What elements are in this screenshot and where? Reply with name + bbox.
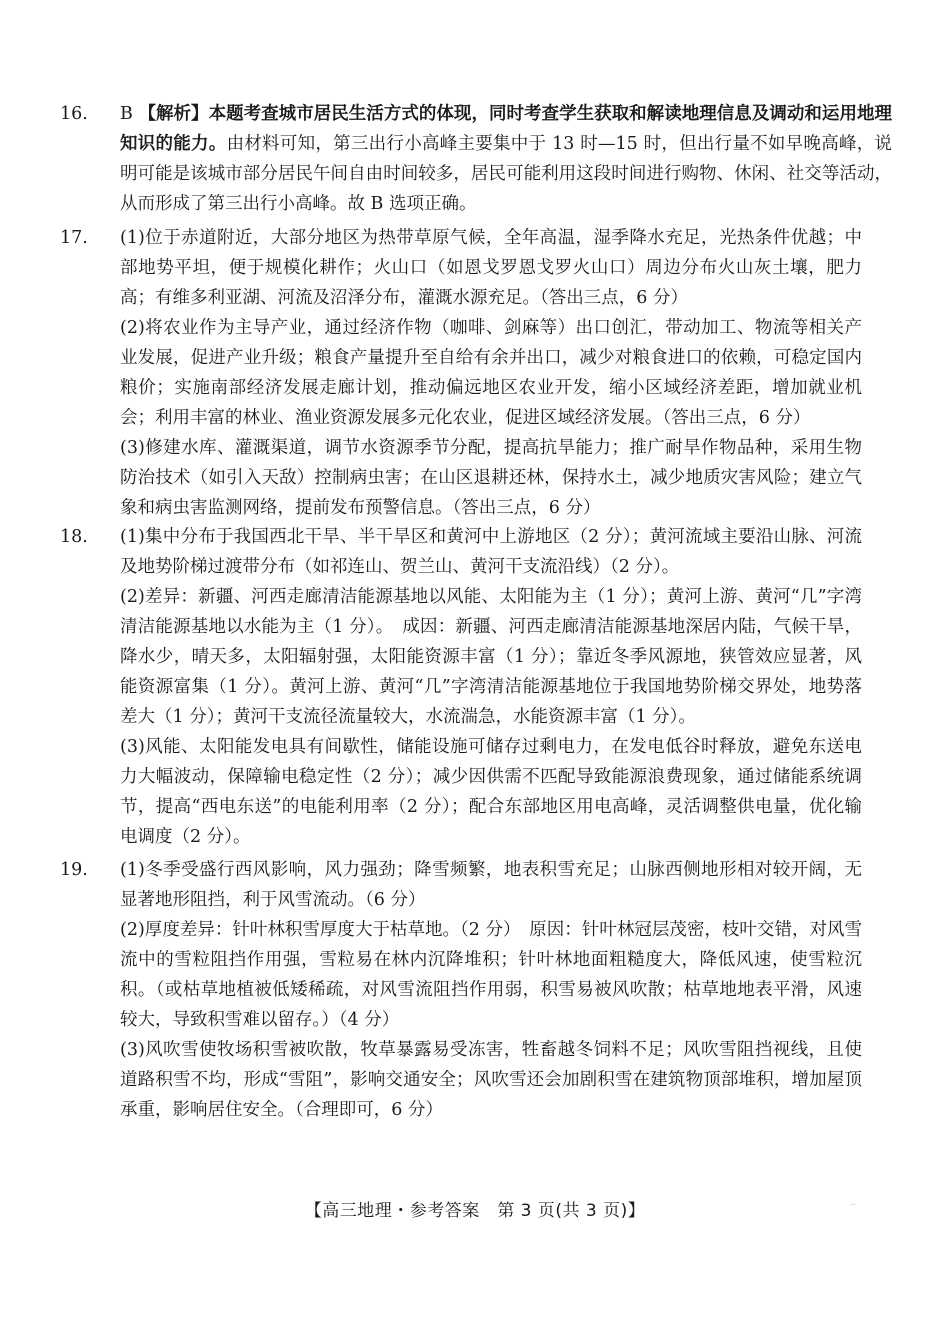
corner-mark: ··	[850, 1200, 857, 1211]
q18-part2: (2)差异：新疆、河西走廊清洁能源基地以风能、太阳能为主（1 分）；黄河上游、黄河“几”字湾清洁能源基地以水能为主（1 分）。 成因：新疆、河西走廊清洁能源基地深居内陆，气候干旱，降水少，晴天多，太阳辐射强，太阳能资源丰富（1 分）；靠近冬季风源地，狭管效应显著，风能资源富集（1 分）。黄河上游、黄河“几”字湾清洁能源基地位于我国地势阶梯交界处，地势落差大（1 分）；黄河干支流径流量较大，水流湍急，水能资源丰富（1 分）。	[120, 587, 862, 727]
question-19	[60, 855, 862, 1125]
question-number: 17.	[60, 228, 88, 248]
question-number: 19.	[60, 860, 88, 880]
q17-part1-text: (1)位于赤道附近，大部分地区为热带草原气候，全年高温，湿季降水充足，光热条件优越；中部地势平坦，便于规模化耕作；火山口（如恩戈罗恩戈罗火山口）周边分布火山灰土壤，肥力高；有维多利亚湖、河流及沼泽分布，灌溉水源充足。（答出三点，6 分）	[120, 228, 862, 308]
q19-part3: (3)风吹雪使牧场积雪被吹散，牧草暴露易受冻害，牲畜越冬饲料不足；风吹雪阻挡视线，且使道路积雪不均，形成“雪阻”，影响交通安全；风吹雪还会加剧积雪在建筑物顶部堆积，增加屋顶承重，影响居住安全。（合理即可，6 分）	[120, 1040, 862, 1120]
question-18	[60, 522, 862, 852]
q19-part1-text: (1)冬季受盛行西风影响，风力强劲；降雪频繁，地表积雪充足；山脉西侧地形相对较开阔，无显著地形阻挡，利于风雪流动。（6 分）	[120, 860, 862, 910]
q18-part1-text: (1)集中分布于我国西北干旱、半干旱区和黄河中上游地区（2 分）；黄河流域主要沿山脉、河流及地势阶梯过渡带分布（如祁连山、贺兰山、黄河干支流沿线）（2 分）。	[120, 527, 862, 577]
question-17	[60, 223, 862, 523]
page-footer: 【高三地理・参考答案 第 3 页(共 3 页)】	[304, 1201, 646, 1221]
question-16	[60, 99, 893, 219]
answer-choice: B	[120, 104, 133, 124]
q19-part1	[60, 855, 862, 915]
q19-part2: (2)厚度差异：针叶林积雪厚度大于枯草地。（2 分） 原因：针叶林冠层茂密，枝叶交错，对风雪流中的雪粒阻挡作用强，雪粒易在林内沉降堆积；针叶林地面粗糙度大，降低风速，使雪粒沉积。（或枯草地植被低矮稀疏，对风雪流阻挡作用弱，积雪易被风吹散；枯草地地表平滑，风速较大，导致积雪难以留存。）（4 分）	[120, 920, 862, 1030]
q17-part2: (2)将农业作为主导产业，通过经济作物（咖啡、剑麻等）出口创汇，带动加工、物流等相关产业发展，促进产业升级；粮食产量提升至自给有余并出口，减少对粮食进口的依赖，可稳定国内粮价；实施南部经济发展走廊计划，推动偏远地区农业开发，缩小区域经济差距，增加就业机会；利用丰富的林业、渔业资源发展多元化农业，促进区域经济发展。（答出三点，6 分）	[120, 318, 862, 428]
analysis-bold-text: 本题考查城市居民生活方式的体现，同时考查学生获取和解读地理信息及调动和运用地理知识的能力。	[120, 104, 893, 154]
analysis-text: 由材料可知，第三出行小高峰主要集中于 13 时—15 时，但出行量不如早晚高峰，说明可能是该城市部分居民午间自由时间较多，居民可能利用这段时间进行购物、休闲、社交等活动，从而形成了第三出行小高峰。故 B 选项正确。	[120, 134, 892, 214]
question-number: 16.	[60, 104, 88, 124]
q18-part3: (3)风能、太阳能发电具有间歇性，储能设施可储存过剩电力，在发电低谷时释放，避免东送电力大幅波动，保障输电稳定性（2 分）；减少因供需不匹配导致能源浪费现象，通过储能系统调节，提高“西电东送”的电能利用率（2 分）；配合东部地区用电高峰，灵活调整供电量，优化输电调度（2 分）。	[120, 737, 862, 847]
q17-part1	[60, 223, 862, 313]
analysis-tag: 【解析】	[138, 104, 209, 124]
q18-part1	[60, 522, 862, 582]
q17-part3: (3)修建水库、灌溉渠道，调节水资源季节分配，提高抗旱能力；推广耐旱作物品种，采用生物防治技术（如引入天敌）控制病虫害；在山区退耕还林，保持水土，减少地质灾害风险；建立气象和病虫害监测网络，提前发布预警信息。（答出三点，6 分）	[120, 438, 862, 518]
question-number: 18.	[60, 527, 88, 547]
